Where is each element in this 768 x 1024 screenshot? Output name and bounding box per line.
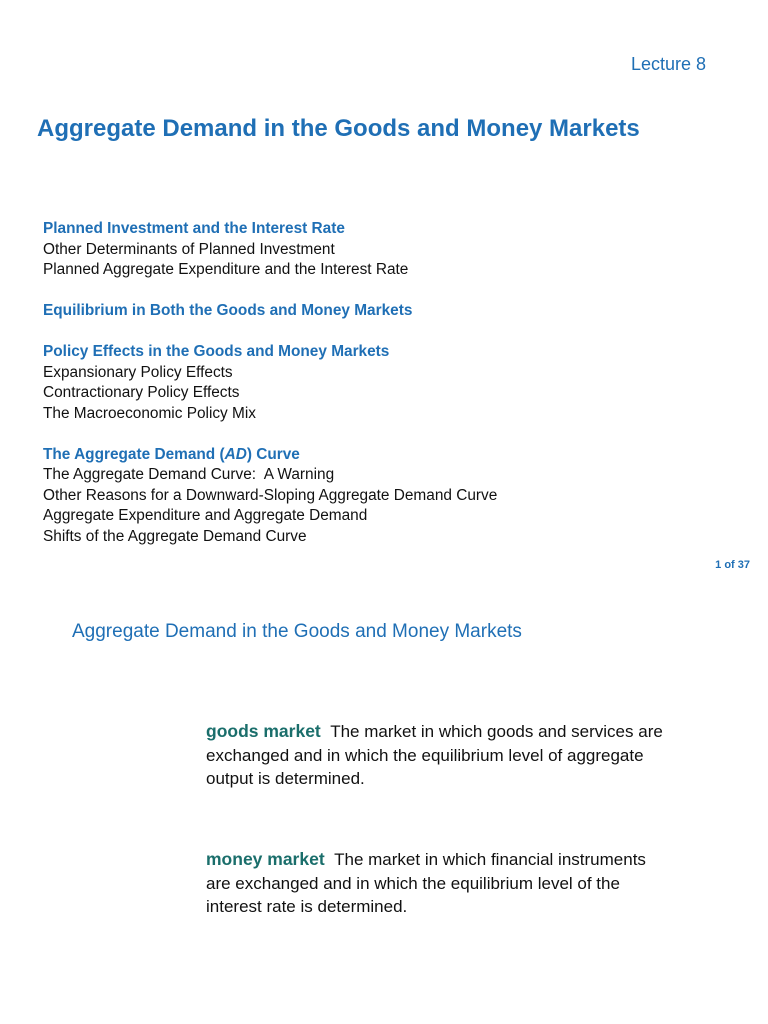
toc-heading-part: ) Curve [246,445,300,463]
toc-heading: Equilibrium in Both the Goods and Money Markets [43,302,413,319]
toc-item: Contractionary Policy Effects [43,384,240,401]
toc-section-policy [43,342,743,424]
toc-item: Other Reasons for a Downward-Sloping Aggregate Demand Curve [43,486,498,504]
definition-text: The market in which goods and services are exchanged and in which the equilibrium level of aggregate output is determined. [206,722,663,788]
toc-heading: Policy Effects in the Goods and Money Markets [43,343,390,360]
slide-title: Aggregate Demand in the Goods and Money Markets [37,115,640,142]
toc-heading: Planned Investment and the Interest Rate [43,220,345,237]
definition-term: money market [206,849,325,869]
toc-item: Planned Aggregate Expenditure and the Interest Rate [43,261,409,278]
toc-heading [43,445,743,466]
toc-item: Aggregate Expenditure and Aggregate Demand [43,507,368,524]
toc-item: Expansionary Policy Effects [43,363,233,381]
toc-heading-italic: AD [224,445,247,463]
definition-term: goods market [206,721,321,741]
slide-title: Aggregate Demand in the Goods and Money Markets [72,621,522,642]
page-number: 1 of 37 [715,559,750,571]
toc-item: The Aggregate Demand Curve: A Warning [43,466,335,483]
definition-text: The market in which financial instruments are exchanged and in which the equilibrium level of the interest rate is determined. [206,850,646,916]
table-of-contents [43,219,743,568]
toc-section-ad-curve [43,445,743,548]
toc-section-equilibrium [43,301,743,322]
toc-item: Other Determinants of Planned Investment [43,240,335,258]
toc-section-investment [43,219,743,281]
toc-item: The Macroeconomic Policy Mix [43,404,256,422]
toc-heading-part: The Aggregate Demand ( [43,445,225,463]
lecture-label: Lecture 8 [630,54,706,74]
definition-money-market [206,848,666,919]
definition-goods-market [206,720,666,791]
toc-item: Shifts of the Aggregate Demand Curve [43,527,307,545]
